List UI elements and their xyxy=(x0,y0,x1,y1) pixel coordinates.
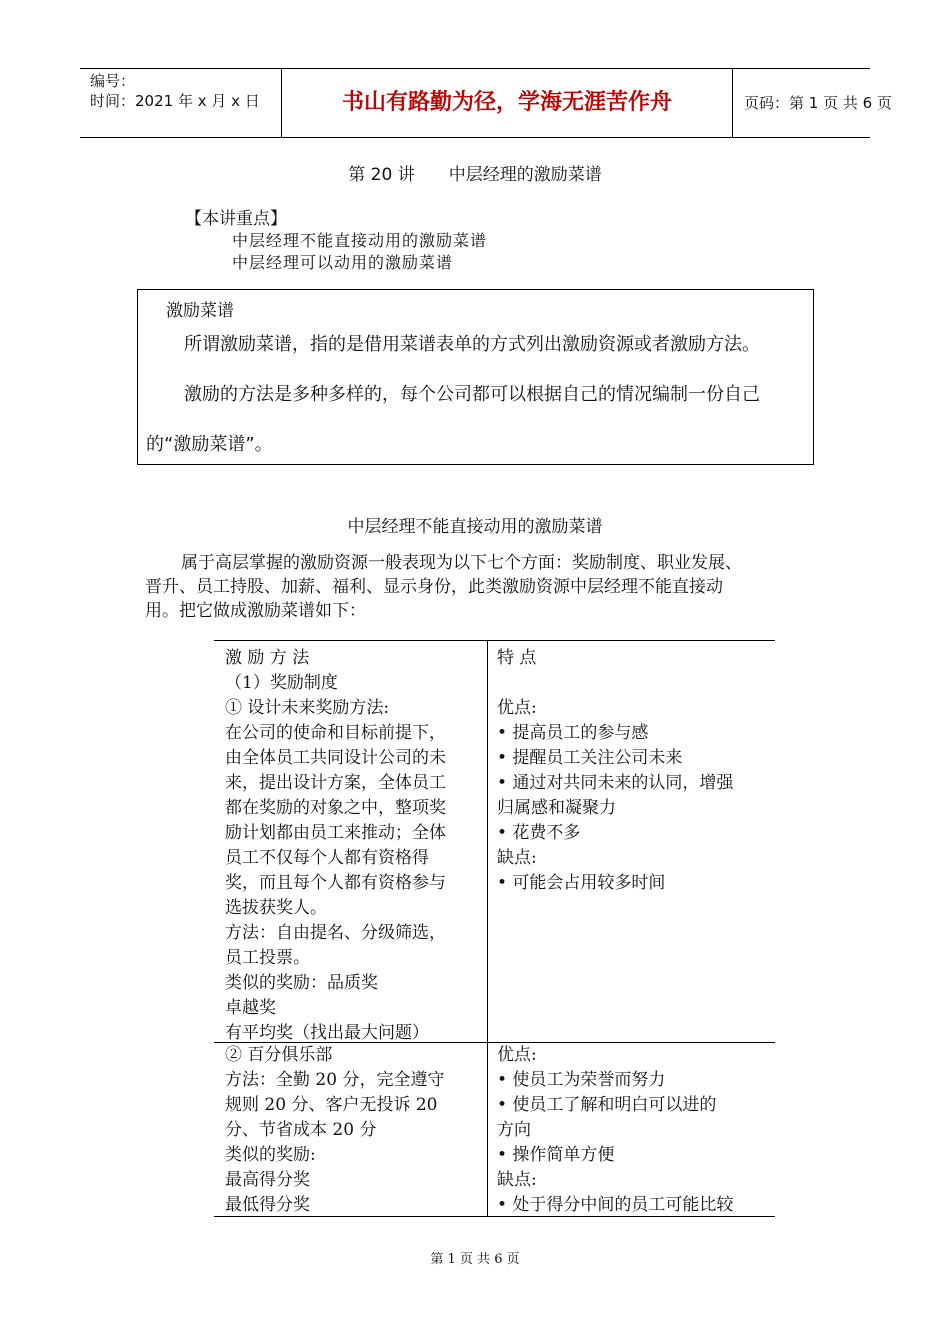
cell-line: 都在奖励的对象之中，整项奖 xyxy=(225,798,446,818)
cell-line: 缺点: xyxy=(497,848,537,868)
cell-line: • 处于得分中间的员工可能比较 xyxy=(497,1195,734,1215)
cell-line: 归属感和凝聚力 xyxy=(497,798,616,818)
cell-line: 类似的奖励: xyxy=(225,1145,316,1165)
table-cell-features xyxy=(497,646,772,896)
cell-line: 选拔获奖人。 xyxy=(225,898,327,918)
cell-line: • 操作简单方便 xyxy=(497,1145,615,1165)
column-divider xyxy=(487,641,488,1216)
cell-line: 优点: xyxy=(497,1045,537,1065)
date-label: 时间：2021 年 x 月 x 日 xyxy=(90,92,260,110)
lecture-number: 第 20 讲 xyxy=(348,165,415,185)
cell-line: 激 励 方 法 xyxy=(225,648,310,668)
cell-line: 员工投票。 xyxy=(225,948,310,968)
definition-paragraph: 的“激励菜谱”。 xyxy=(146,434,273,455)
cell-line: 方法：全勤 20 分，完全遵守 xyxy=(225,1070,445,1090)
cell-line: 分、节省成本 20 分 xyxy=(225,1120,377,1140)
cell-line: 最高得分奖 xyxy=(225,1170,310,1190)
cell-line: 缺点: xyxy=(497,1170,537,1190)
cell-line xyxy=(497,671,772,696)
cell-line: • 可能会占用较多时间 xyxy=(497,873,666,893)
key-point-item: 中层经理不能直接动用的激励菜谱 xyxy=(232,231,488,250)
cell-line: 类似的奖励：品质奖 xyxy=(225,973,378,993)
definition-box xyxy=(137,289,814,465)
cell-line: （1）奖励制度 xyxy=(225,673,338,693)
number-label: 编号： xyxy=(90,72,136,90)
lecture-title xyxy=(0,160,950,185)
cell-line: 优点: xyxy=(497,698,537,718)
incentive-table xyxy=(214,640,775,1217)
cell-line: • 通过对共同未来的认同，增强 xyxy=(497,773,734,793)
table-cell-features xyxy=(497,1043,772,1218)
intro-line: 属于高层掌握的激励资源一般表现为以下七个方面：奖励制度、职业发展、 xyxy=(181,553,742,573)
header-meta xyxy=(80,69,280,137)
cell-line: 奖，而且每个人都有资格参与 xyxy=(225,873,446,893)
cell-line: 由全体员工共同设计公司的未 xyxy=(225,748,446,768)
cell-line: • 使员工了解和明白可以进的 xyxy=(497,1095,717,1115)
table-cell-method xyxy=(225,1043,485,1218)
key-point-item: 中层经理可以动用的激励菜谱 xyxy=(232,253,454,272)
cell-line: • 提醒员工关注公司未来 xyxy=(497,748,683,768)
cell-line: 卓越奖 xyxy=(225,998,276,1018)
cell-line: 最低得分奖 xyxy=(225,1195,310,1215)
definition-paragraph: 激励的方法是多种多样的，每个公司都可以根据自己的情况编制一份自己 xyxy=(184,384,760,405)
header-motto: 书山有路勤为径，学海无涯苦作舟 xyxy=(281,69,733,137)
section-intro xyxy=(145,551,835,623)
intro-line: 晋升、员工持股、加薪、福利、显示身份，此类激励资源中层经理不能直接动 xyxy=(145,577,723,597)
section-title: 中层经理不能直接动用的激励菜谱 xyxy=(347,517,603,537)
table-cell-method xyxy=(225,646,485,1046)
cell-line: 方向 xyxy=(497,1120,531,1140)
cell-line: 方法：自由提名、分级筛选， xyxy=(225,923,446,943)
cell-line: • 花费不多 xyxy=(497,823,581,843)
cell-line: 来，提出设计方案，全体员工 xyxy=(225,773,446,793)
page-footer: 第 1 页 共 6 页 xyxy=(430,1252,520,1267)
definition-heading: 激励菜谱 xyxy=(166,301,234,321)
cell-line: 励计划都由员工来推动；全体 xyxy=(225,823,446,843)
key-points-heading: 【本讲重点】 xyxy=(185,209,287,229)
cell-line: 规则 20 分、客户无投诉 20 xyxy=(225,1095,438,1115)
cell-line: ① 设计未来奖励方法: xyxy=(225,698,390,718)
page-header xyxy=(80,68,892,138)
cell-line: 特 点 xyxy=(497,648,537,668)
cell-line: • 提高员工的参与感 xyxy=(497,723,649,743)
cell-line: • 使员工为荣誉而努力 xyxy=(497,1070,666,1090)
cell-line: ② 百分俱乐部 xyxy=(225,1045,333,1065)
cell-line: 员工不仅每个人都有资格得 xyxy=(225,848,429,868)
definition-paragraph: 所谓激励菜谱，指的是借用菜谱表单的方式列出激励资源或者激励方法。 xyxy=(184,334,760,355)
cell-line: 有平均奖（找出最大问题） xyxy=(225,1023,429,1043)
intro-line: 用。把它做成激励菜谱如下： xyxy=(145,601,366,621)
cell-line: 在公司的使命和目标前提下， xyxy=(225,723,446,743)
header-page-label: 页码：第 1 页 共 6 页 xyxy=(744,94,892,112)
lecture-name: 中层经理的激励菜谱 xyxy=(448,165,602,185)
